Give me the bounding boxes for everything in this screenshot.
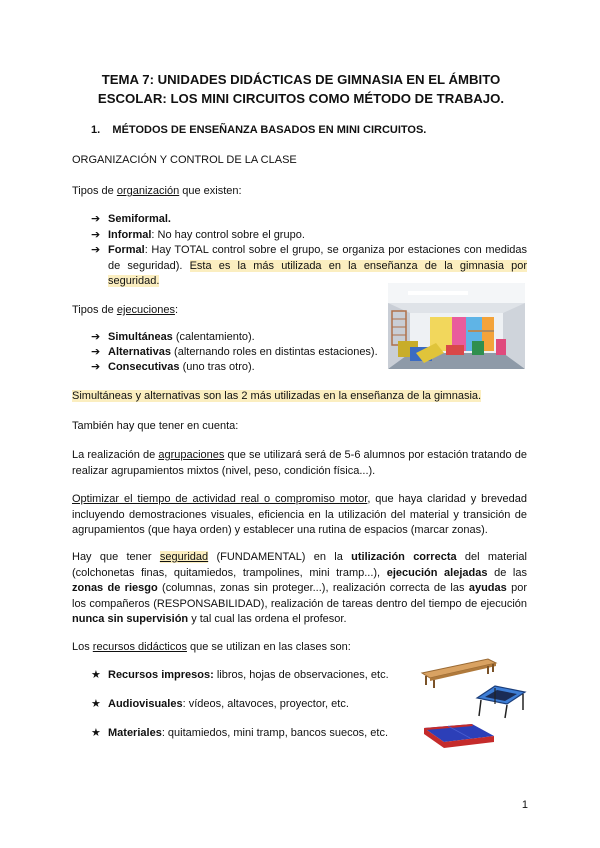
- highlighted-text: Esta es la más utilizada en la enseñanza de la gimnasia por seguridad.: [108, 259, 527, 287]
- arrow-icon: ➔: [91, 213, 101, 225]
- mini-tramp-image: [475, 682, 527, 720]
- list-item: ★ Audiovisuales: vídeos, altavoces, proyector, etc.: [91, 697, 421, 713]
- resources-intro: Los recursos didácticos que se utilizan en las clases son:: [72, 641, 351, 653]
- paragraph-optimizar: Optimizar el tiempo de actividad real o compromiso motor, que haya claridad y brevedad incluyendo demostraciones visuales, eficiencia en la utilización del material y transición de agrupamientos (que haya orden) y establecer una rutina de espacios (marcar zonas).: [72, 493, 527, 536]
- gym-photo: [388, 283, 525, 369]
- arrow-icon: ➔: [91, 244, 101, 256]
- list-item: ➔ Consecutivas (uno tras otro).: [91, 360, 381, 376]
- list-item: ➔ Semiformal.: [91, 212, 527, 228]
- paragraph-agrupaciones: La realización de agrupaciones que se utilizará será de 5-6 alumnos por estación tratando de realizar agrupamientos mixtos (nivel, peso, condición física...).: [72, 449, 527, 477]
- paragraph-seguridad: Hay que tener seguridad (FUNDAMENTAL) en la utilización correcta del material (colchonetas finas, quitamiedos, trampolines, mini tramp...), ejecución alejadas de las zonas de riesgo (columnas, zonas sin proteger...), realización correcta de las ayudas por los compañeros (RESPONSABILIDAD), realización de tareas dentro del tiempo de ejecución nunca sin supervisión y tal cual las ordena el profesor.: [72, 551, 527, 625]
- arrow-icon: ➔: [91, 331, 101, 343]
- exec-types-intro: Tipos de ejecuciones:: [72, 304, 178, 316]
- list-item: ➔ Simultáneas (calentamiento).: [91, 330, 381, 346]
- star-icon: ★: [91, 669, 101, 681]
- resources-keyword: recursos didácticos: [92, 641, 187, 653]
- paragraph-also: También hay que tener en cuenta:: [72, 420, 239, 432]
- list-item: ★ Recursos impresos: libros, hojas de observaciones, etc.: [91, 668, 421, 684]
- star-icon: ★: [91, 698, 101, 710]
- list-item: ➔ Formal: Hay TOTAL control sobre el grupo, se organiza por estaciones con medidas de seguridad). Esta es la más utilizada en la enseñanza de la gimnasia por seguridad.: [91, 244, 527, 287]
- exec-keyword: ejecuciones: [116, 304, 175, 316]
- org-types-intro: Tipos de organización que existen:: [72, 185, 242, 197]
- org-heading: ORGANIZACIÓN Y CONTROL DE LA CLASE: [72, 154, 297, 166]
- org-keyword: organización: [116, 185, 180, 197]
- arrow-icon: ➔: [91, 229, 101, 241]
- list-item: ★ Materiales: quitamiedos, mini tramp, bancos suecos, etc.: [91, 726, 421, 742]
- page-number: 1: [521, 799, 528, 811]
- section-heading: [91, 124, 426, 136]
- list-item: ➔ Alternativas (alternando roles en distintas estaciones).: [91, 345, 381, 361]
- star-icon: ★: [91, 727, 101, 739]
- highlight-note: Simultáneas y alternativas son las 2 más utilizadas en la enseñanza de la gimnasia.: [72, 390, 482, 402]
- arrow-icon: ➔: [91, 361, 101, 373]
- crash-mat-image: [422, 722, 496, 750]
- page-title: TEMA 7: UNIDADES DIDÁCTICAS DE GIMNASIA EN EL ÁMBITO ESCOLAR: LOS MINI CIRCUITOS COMO MÉTODO DE TRABAJO.: [97, 72, 505, 106]
- section-number: 1.: [91, 124, 101, 136]
- section-title: MÉTODOS DE ENSEÑANZA BASADOS EN MINI CIRCUITOS.: [112, 124, 427, 136]
- arrow-icon: ➔: [91, 346, 101, 358]
- list-item: ➔ Informal: No hay control sobre el grupo.: [91, 228, 527, 244]
